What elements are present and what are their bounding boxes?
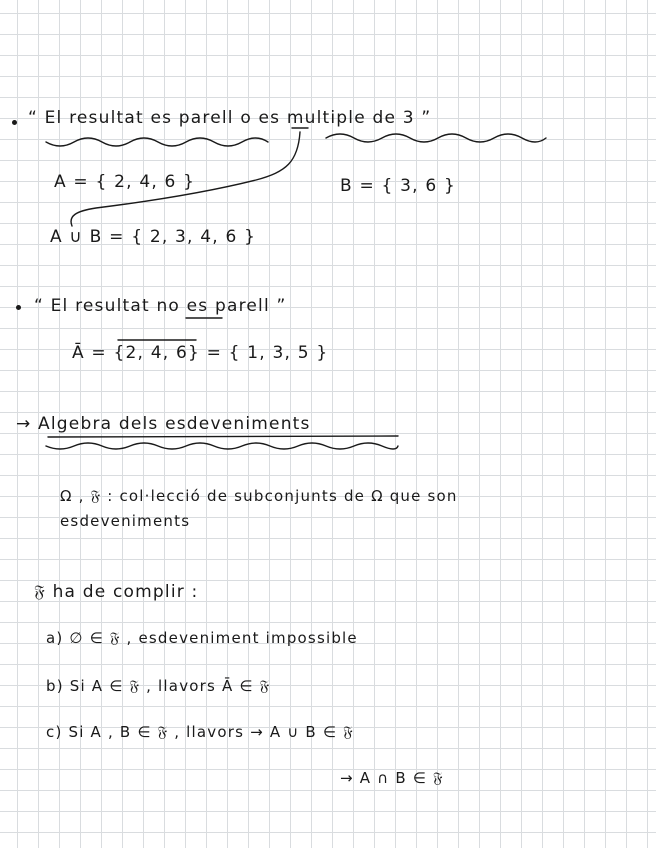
- bullet-2: [16, 305, 21, 310]
- complement-a: Ā = {2, 4, 6} = { 1, 3, 5 }: [72, 343, 329, 363]
- condition-b: b) Si A ∈ 𝔉 , llavors Ā ∈ 𝔉: [46, 677, 271, 695]
- heading-underline-top: [48, 436, 398, 437]
- definition-line-1: Ω , 𝔉 : col·lecció de subconjunts de Ω que son: [60, 487, 458, 505]
- definition-line-2: esdeveniments: [60, 512, 191, 530]
- set-b: B = { 3, 6 }: [340, 176, 456, 196]
- statement-parell-o-multiple: “ El resultat es parell o es multiple de 3 ”: [28, 108, 432, 128]
- wavy-underline-left: [46, 138, 268, 146]
- statement-no-parell: “ El resultat no es parell ”: [34, 296, 287, 316]
- condition-a: a) ∅ ∈ 𝔉 , esdeveniment impossible: [46, 629, 358, 647]
- condition-c-intersection: → A ∩ B ∈ 𝔉: [340, 769, 444, 787]
- condition-c: c) Si A , B ∈ 𝔉 , llavors → A ∪ B ∈ 𝔉: [46, 723, 354, 741]
- wavy-underline-right: [326, 134, 546, 142]
- set-a: A = { 2, 4, 6 }: [54, 172, 196, 192]
- must-satisfy-label: 𝔉 ha de complir :: [34, 582, 199, 602]
- bullet-1: [12, 120, 17, 125]
- section-heading-algebra: → Algebra dels esdeveniments: [16, 414, 311, 434]
- union-a-b: A ∪ B = { 2, 3, 4, 6 }: [50, 227, 257, 247]
- wavy-underline-heading: [46, 443, 398, 449]
